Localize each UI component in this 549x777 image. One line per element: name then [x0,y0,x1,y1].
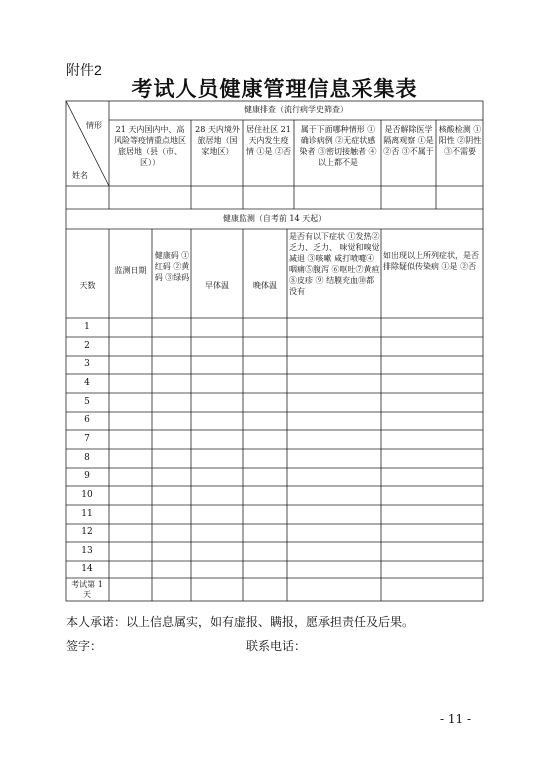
day-label: 14 [81,564,93,574]
day-label: 3 [84,359,90,369]
day-label: 9 [84,471,90,481]
day-label: 10 [81,490,93,500]
page-number: - 11 - [440,712,472,726]
col-abroad: 28 天内境外旅居地（国家地区） [195,125,240,156]
page-title: 考试人员健康管理信息采集表 [131,76,418,101]
col-evening-temp: 晚体温 [253,281,277,290]
day-label: 8 [84,453,90,463]
col-exclude: 如出现以上所列症状，是否排除疑似传染病 ①是 ②否 [383,251,479,271]
promise-statement: 本人承诺：以上信息属实，如有虚报、瞒报，愿承担责任及后果。 [66,615,415,629]
col-nucleic: 核酸检测 ①阳性 ②阴性 ③不需要 [438,125,482,156]
col-morning-temp: 早体温 [205,281,229,290]
day-label: 2 [84,341,90,351]
col-quarantine: 是否解除医学隔离观察 ①是 ②否 ③不属于 [383,125,434,156]
header-situation: 情形 [86,121,102,130]
col-domestic: 21 天内国内中、高风险等疫情重点地区旅居地（县（市、区）） [114,125,186,167]
day-label: 5 [84,397,90,407]
signature-label: 签字： [66,639,103,653]
phone-label: 联系电话： [246,639,307,653]
day-label: 7 [84,434,90,444]
day-label: 11 [81,509,93,519]
day-label: 考试第 1 天 [71,580,103,599]
col-community: 居住社区 21 天内发生疫情 ①是 ②否 [245,125,292,156]
attachment-label: 附件2 [66,62,102,78]
col-condition: 属于下面哪种情形 ①确诊病例 ②无症状感染者 ③密切接触者 ④以上都不是 [299,125,377,167]
day-label: 6 [84,415,90,425]
day-label: 13 [81,546,93,556]
header-name: 姓名 [72,171,88,180]
day-label: 12 [81,527,93,537]
day-label: 1 [84,322,90,332]
col-symptoms: 是否有以下症状 ①发热②乏力、乏力、 味觉和嗅觉减退 ③咳嗽 咸打喷嚏④咽痛⑤腹泻 ⑥呕吐⑦黄疸⑧皮疹 ⑨ 结膜充血⑩都没有 [289,232,380,296]
col-days: 天数 [79,281,96,290]
col-date: 监测日期 [114,266,147,275]
monitoring-title: 健康监测（自考前 14 天起） [222,214,327,223]
screening-title: 健康排查（流行病学史筛查） [244,105,348,114]
col-health-code: 健康码 ①红码 ②黄码 ③绿码 [154,251,190,282]
day-label: 4 [84,378,90,388]
